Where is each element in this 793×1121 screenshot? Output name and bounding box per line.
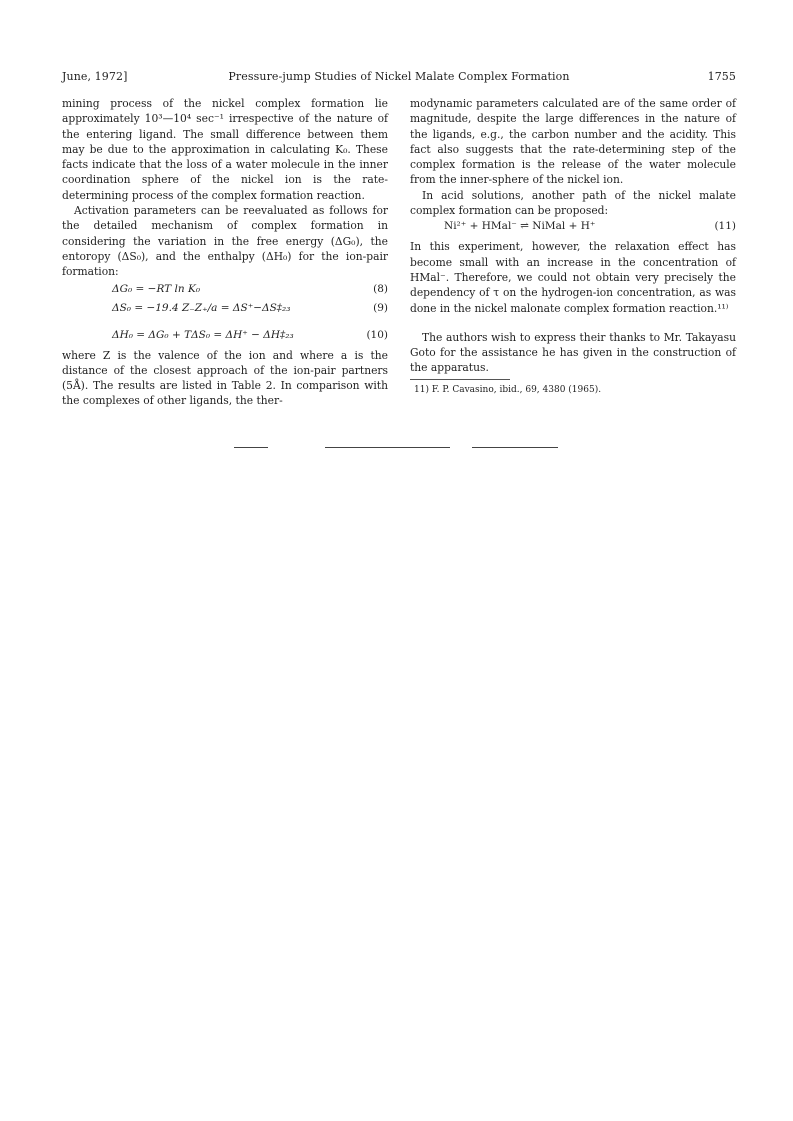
end-rule-left [234, 447, 268, 448]
left-column [62, 96, 388, 409]
equation-9-number: (9) [373, 301, 388, 314]
paragraph-experiment: In this experiment, however, the relaxation effect has become small with an increase in the concentration of HMal⁻. Therefore, we could not obtain very precisely the dependency of τ on the hydrogen-ion concentration, as was done in the nickel malonate complex formation reaction.¹¹⁾ [410, 240, 736, 315]
paragraph-acid-solutions: In acid solutions, another path of the nickel malate complex formation can be proposed: [410, 188, 736, 218]
footnote-11: 11) F. P. Cavasino, ibid., 69, 4380 (1965). [414, 384, 602, 395]
equation-10-body: ΔH₀ = ΔG₀ + TΔS₀ = ΔH⁺ − ΔH‡₂₃ [112, 328, 294, 341]
equation-10 [62, 320, 388, 346]
acknowledgment: The authors wish to express their thanks to Mr. Takayasu Goto for the assistance he has given in the construction of the apparatus. [410, 330, 736, 375]
equation-8-body: ΔG₀ = −RT ln K₀ [112, 282, 201, 295]
equation-9 [62, 301, 388, 318]
paragraph-mechanism: mining process of the nickel complex formation lie approximately 10³—10⁴ sec⁻¹ irrespective of the nature of the entering ligand. The small difference between them may be due to the approximation in calculating K₀. These facts indicate that the loss of a water molecule in the inner coordination sphere of the nickel ion is the rate-determining process of the complex formation reaction. [62, 97, 388, 202]
page-number: 1755 [707, 70, 736, 83]
paragraph-activation-parameters: Activation parameters can be reevaluated as follows for the detailed mechanism of complex formation in considering the variation in the free energy (ΔG₀), the entoropy (ΔS₀), and the enthalpy (ΔH₀) for the ion-pair formation: [62, 204, 388, 279]
equation-11-number: (11) [714, 220, 736, 233]
equation-11-body: Ni²⁺ + HMal⁻ ⇌ NiMal + H⁺ [444, 220, 596, 233]
header-date: June, 1972] [62, 70, 128, 83]
equation-11 [410, 219, 736, 236]
footnote-divider [410, 379, 510, 380]
end-rule-right [472, 447, 558, 448]
right-column [410, 96, 736, 397]
equation-9-body: ΔS₀ = −19.4 Z₋Z₊/a = ΔS⁺−ΔS‡₂₃ [112, 301, 291, 314]
paragraph-thermodynamics: modynamic parameters calculated are of the same order of magnitude, despite the large differences in the nature of the ligands, e.g., the carbon number and the acidity. This fact also suggests that the rate-determining step of the complex formation is the release of the water molecule from the inner-sphere of the nickel ion. [410, 97, 736, 187]
header-title: Pressure-jump Studies of Nickel Malate Complex Formation [228, 70, 570, 83]
equation-8 [62, 282, 388, 299]
equation-10-number: (10) [366, 328, 388, 341]
equation-8-number: (8) [373, 282, 388, 295]
paragraph-definitions: where Z is the valence of the ion and where a is the distance of the closest approach of the ion-pair partners (5Å). The results are listed in Table 2. In comparison with the complexes of other ligands, the ther- [62, 348, 388, 408]
end-rule-center [325, 447, 450, 448]
